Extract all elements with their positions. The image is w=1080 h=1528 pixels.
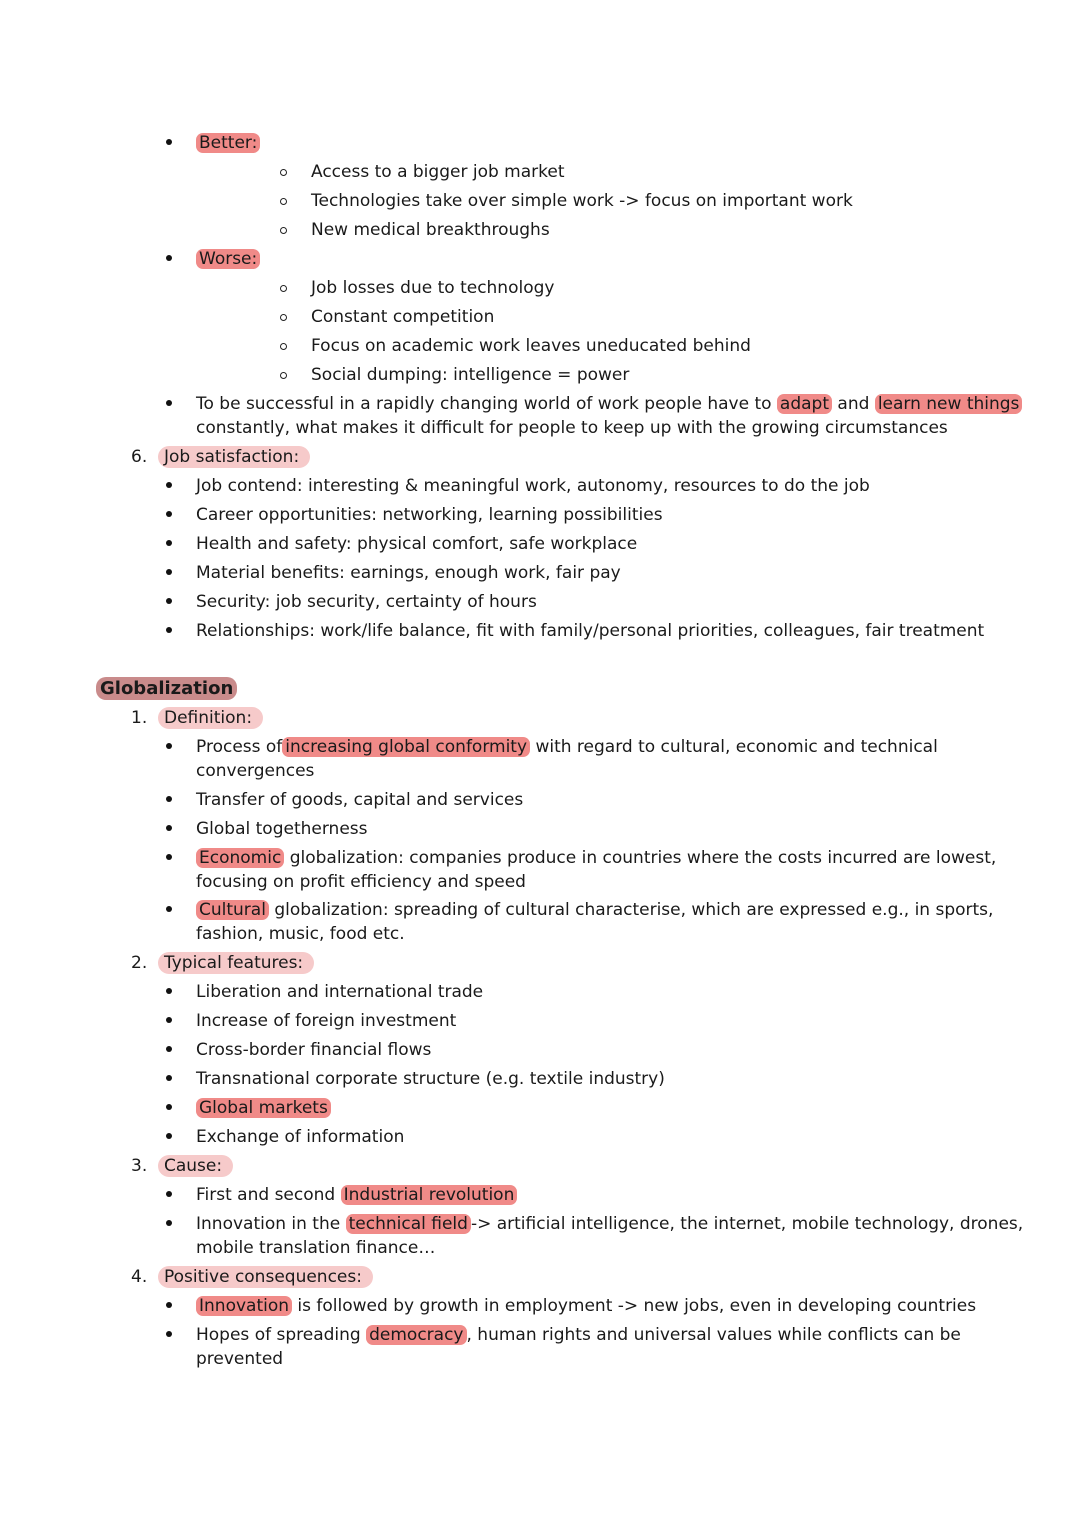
cause-first: First and second Industrial revolution (196, 1184, 517, 1207)
list-item: Transnational corporate structure (e.g. textile industry) (196, 1069, 665, 1089)
positive-hopes: Hopes of spreading democracy , human rights and universal values while conflicts can be (196, 1325, 961, 1345)
list-item: Material benefits: earnings, enough work, fair pay (196, 563, 621, 583)
list-item: Cross-border financial flows (196, 1040, 432, 1060)
cause-innovation: Innovation in the technical field -> artificial intelligence, the internet, mobile technology, drones, (196, 1214, 1024, 1234)
better-item: New medical breakthroughs (311, 220, 550, 240)
positive-heading: 4. Positive consequences: (164, 1266, 373, 1289)
definition-economic: Economic globalization: companies produce in countries where the costs incurred are lowest, (196, 847, 996, 870)
worse-item: Focus on academic work leaves uneducated behind (311, 336, 751, 356)
list-item: Exchange of information (196, 1127, 405, 1147)
list-item: Transfer of goods, capital and services (196, 790, 524, 810)
better-item: Access to a bigger job market (311, 162, 565, 182)
list-item: Security: job security, certainty of hours (196, 592, 537, 612)
positive-hopes-line2: prevented (196, 1349, 284, 1369)
page-title: Globalization (96, 677, 237, 700)
definition-process: Process of increasing global conformity with regard to cultural, economic and technical (196, 737, 938, 757)
definition-cultural-line2: fashion, music, food etc. (196, 924, 405, 944)
better-heading: Better: (196, 132, 260, 155)
worse-item: Job losses due to technology (311, 278, 555, 298)
job-satisfaction-heading: 6. Job satisfaction: (164, 446, 310, 469)
better-item: Technologies take over simple work -> focus on important work (311, 191, 853, 211)
worse-heading: Worse: (196, 248, 260, 271)
worse-item: Constant competition (311, 307, 495, 327)
list-item: Relationships: work/life balance, fit with family/personal priorities, colleagues, fair treatment (196, 621, 985, 641)
features-heading: 2. Typical features: (164, 952, 314, 975)
cause-heading: 3. Cause: (164, 1155, 233, 1178)
cause-innovation-line2: mobile translation finance… (196, 1238, 436, 1258)
definition-cultural: Cultural globalization: spreading of cultural characterise, which are expressed e.g., in sports, (196, 899, 993, 922)
list-item: Health and safety: physical comfort, safe workplace (196, 534, 638, 554)
list-item: Global togetherness (196, 819, 368, 839)
list-item: Career opportunities: networking, learning possibilities (196, 505, 663, 525)
success-note-line2: constantly, what makes it difficult for people to keep up with the growing circumstances (196, 418, 948, 438)
list-item: Job contend: interesting & meaningful work, autonomy, resources to do the job (196, 476, 870, 496)
positive-innovation: Innovation is followed by growth in employment -> new jobs, even in developing countries (196, 1295, 976, 1318)
definition-process-line2: convergences (196, 761, 315, 781)
worse-item: Social dumping: intelligence = power (311, 365, 630, 385)
list-item: Global markets (196, 1097, 331, 1120)
list-item: Liberation and international trade (196, 982, 484, 1002)
definition-heading: 1. Definition: (164, 707, 263, 730)
success-note: To be successful in a rapidly changing world of work people have to adapt and learn new things (196, 393, 1022, 416)
list-item: Increase of foreign investment (196, 1011, 457, 1031)
definition-economic-line2: focusing on profit efficiency and speed (196, 872, 526, 892)
